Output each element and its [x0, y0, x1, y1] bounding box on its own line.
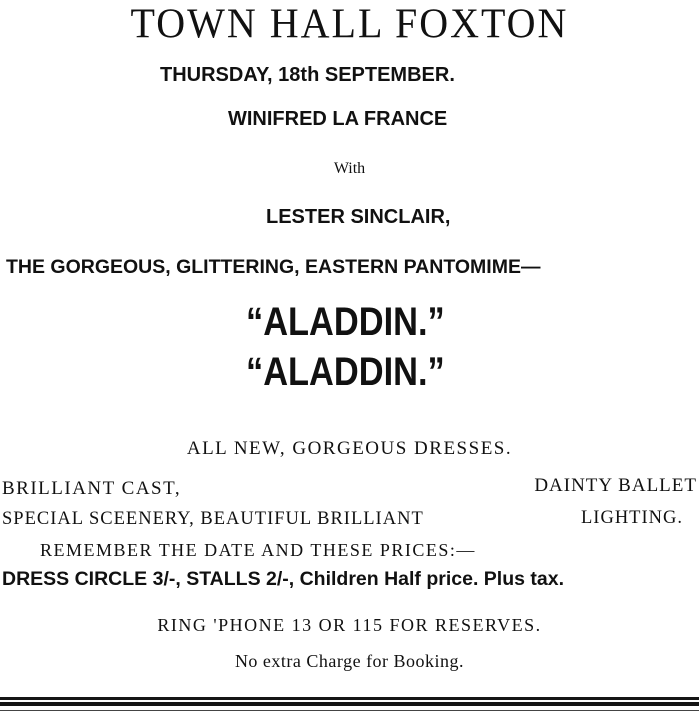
- cast-line: BRILLIANT CAST,: [2, 478, 182, 499]
- bottom-rule-thick: [0, 702, 699, 706]
- prices-line: DRESS CIRCLE 3/-, STALLS 2/-, Children Half price. Plus tax.: [2, 568, 564, 590]
- reservations-line: RING 'PHONE 13 OR 115 FOR RESERVES.: [157, 615, 542, 635]
- scenery-line: SPECIAL SCEENERY, BEAUTIFUL BRILLIANT: [2, 509, 424, 529]
- venue-heading: TOWN HALL FOXTON: [130, 0, 569, 48]
- show-description: THE GORGEOUS, GLITTERING, EASTERN PANTOMIME—: [6, 256, 541, 278]
- remember-line: REMEMBER THE DATE AND THESE PRICES:—: [40, 540, 476, 560]
- performance-date: THURSDAY, 18th SEPTEMBER.: [160, 64, 455, 86]
- star-performer: WINIFRED LA FRANCE: [228, 108, 448, 130]
- show-title-second: “ALADDIN.”: [246, 350, 445, 394]
- bottom-rule-thin: [0, 697, 699, 700]
- lighting-line: LIGHTING.: [581, 508, 683, 528]
- with-label: With: [333, 160, 366, 177]
- ballet-line: DAINTY BALLET: [534, 475, 697, 496]
- show-title-first: “ALADDIN.”: [246, 300, 445, 344]
- booking-note: No extra Charge for Booking.: [234, 651, 465, 671]
- dresses-line: ALL NEW, GORGEOUS DRESSES.: [186, 438, 513, 459]
- bottom-rule-hairline: [0, 710, 699, 711]
- co-star-performer: LESTER SINCLAIR,: [266, 206, 451, 228]
